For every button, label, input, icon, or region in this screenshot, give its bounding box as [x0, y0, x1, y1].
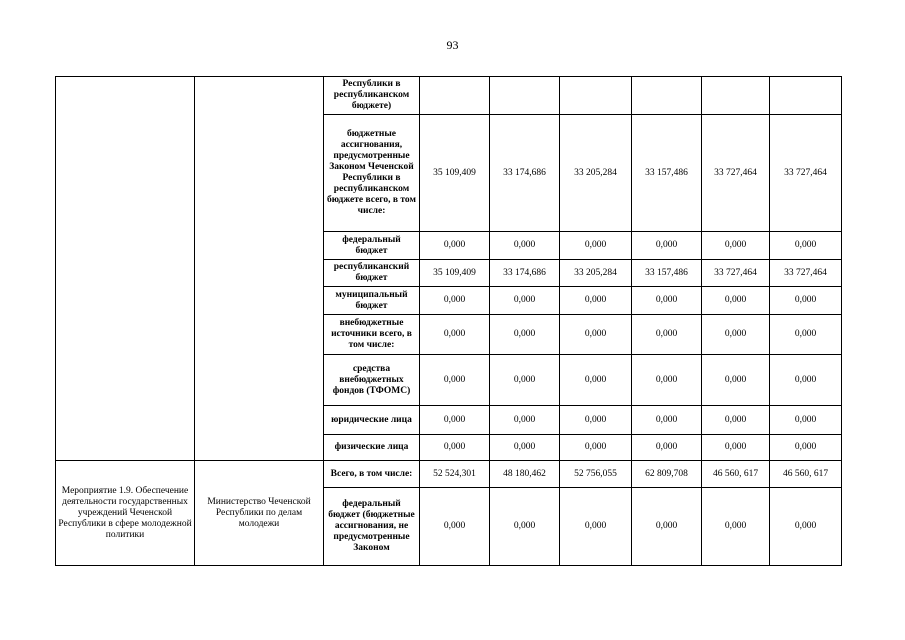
value-cell: 0,000	[560, 287, 632, 315]
value-cell: 0,000	[702, 488, 770, 566]
value-cell: 0,000	[490, 287, 560, 315]
value-cell: 0,000	[632, 232, 702, 260]
value-cell: 0,000	[490, 315, 560, 355]
value-cell: 0,000	[490, 355, 560, 406]
row-label: бюджетные ассигнования, предусмотренные Законом Чеченской Республики в республиканском бюджете всего, в том числе:	[324, 115, 420, 232]
row-label: юридические лица	[324, 406, 420, 435]
value-cell: 0,000	[420, 488, 490, 566]
value-cell: 33 205,284	[560, 115, 632, 232]
value-cell: 62 809,708	[632, 461, 702, 488]
value-cell: 33 174,686	[490, 260, 560, 287]
value-cell	[560, 77, 632, 115]
value-cell: 0,000	[560, 232, 632, 260]
value-cell: 0,000	[632, 488, 702, 566]
value-cell: 33 157,486	[632, 260, 702, 287]
value-cell: 48 180,462	[490, 461, 560, 488]
value-cell: 46 560, 617	[770, 461, 842, 488]
value-cell: 0,000	[702, 435, 770, 461]
row-label: федеральный бюджет (бюджетные ассигнования, не предусмотренные Законом	[324, 488, 420, 566]
budget-table	[55, 76, 842, 566]
value-cell: 33 157,486	[632, 115, 702, 232]
value-cell: 0,000	[770, 232, 842, 260]
value-cell: 33 727,464	[702, 115, 770, 232]
value-cell	[632, 77, 702, 115]
row-label: Всего, в том числе:	[324, 461, 420, 488]
value-cell: 0,000	[632, 287, 702, 315]
table-row	[56, 461, 842, 488]
value-cell: 0,000	[702, 315, 770, 355]
value-cell: 0,000	[490, 488, 560, 566]
value-cell	[702, 77, 770, 115]
value-cell: 0,000	[420, 232, 490, 260]
value-cell: 35 109,409	[420, 260, 490, 287]
row-label: Республики в республиканском бюджете)	[324, 77, 420, 115]
row-label: физические лица	[324, 435, 420, 461]
value-cell: 0,000	[770, 355, 842, 406]
empty-executor-cell	[195, 77, 324, 461]
value-cell: 0,000	[770, 488, 842, 566]
table-row	[56, 77, 842, 115]
value-cell: 0,000	[560, 488, 632, 566]
value-cell: 35 109,409	[420, 115, 490, 232]
value-cell: 0,000	[420, 406, 490, 435]
value-cell: 0,000	[770, 406, 842, 435]
value-cell	[770, 77, 842, 115]
value-cell: 0,000	[702, 287, 770, 315]
value-cell: 0,000	[420, 435, 490, 461]
value-cell: 33 727,464	[770, 260, 842, 287]
value-cell: 46 560, 617	[702, 461, 770, 488]
value-cell: 33 205,284	[560, 260, 632, 287]
value-cell: 0,000	[702, 406, 770, 435]
empty-measure-cell	[56, 77, 195, 461]
value-cell: 0,000	[560, 355, 632, 406]
value-cell: 0,000	[560, 406, 632, 435]
value-cell: 52 756,055	[560, 461, 632, 488]
value-cell: 0,000	[632, 435, 702, 461]
value-cell: 52 524,301	[420, 461, 490, 488]
value-cell: 0,000	[560, 315, 632, 355]
row-label: республиканский бюджет	[324, 260, 420, 287]
value-cell: 33 174,686	[490, 115, 560, 232]
value-cell: 33 727,464	[770, 115, 842, 232]
value-cell	[490, 77, 560, 115]
value-cell: 0,000	[420, 355, 490, 406]
row-label: средства внебюджетных фондов (ТФОМС)	[324, 355, 420, 406]
value-cell: 0,000	[770, 435, 842, 461]
measure-name: Мероприятие 1.9. Обеспечение деятельности государственных учреждений Чеченской Республики в сфере молодежной политики	[56, 461, 195, 566]
value-cell: 0,000	[632, 406, 702, 435]
value-cell: 0,000	[490, 435, 560, 461]
row-label: внебюджетные источники всего, в том числе:	[324, 315, 420, 355]
value-cell: 0,000	[490, 406, 560, 435]
page-number: 93	[446, 38, 459, 52]
value-cell: 0,000	[490, 232, 560, 260]
value-cell: 0,000	[632, 315, 702, 355]
value-cell	[420, 77, 490, 115]
measure-executor: Министерство Чеченской Республики по делам молодежи	[195, 461, 324, 566]
value-cell: 0,000	[770, 315, 842, 355]
value-cell: 0,000	[420, 287, 490, 315]
row-label: муниципальный бюджет	[324, 287, 420, 315]
value-cell: 33 727,464	[702, 260, 770, 287]
value-cell: 0,000	[702, 355, 770, 406]
value-cell: 0,000	[420, 315, 490, 355]
value-cell: 0,000	[632, 355, 702, 406]
value-cell: 0,000	[770, 287, 842, 315]
row-label: федеральный бюджет	[324, 232, 420, 260]
value-cell: 0,000	[702, 232, 770, 260]
value-cell: 0,000	[560, 435, 632, 461]
